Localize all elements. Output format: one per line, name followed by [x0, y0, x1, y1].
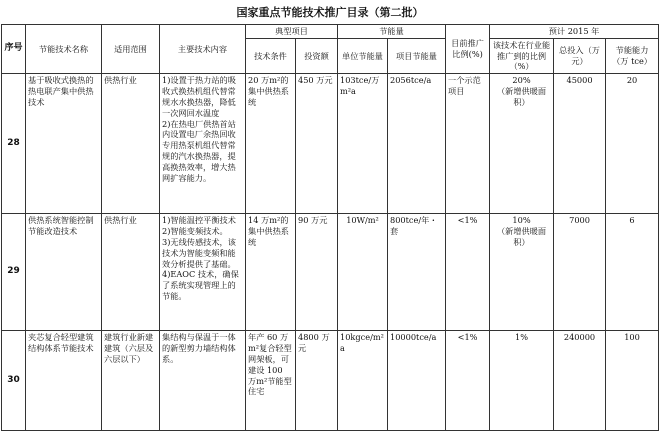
row-investment: 4800 万元 [296, 331, 338, 431]
row-current-ratio: <1% [446, 331, 490, 431]
row-industry-ratio: 1% [490, 331, 554, 431]
row-name: 基于吸收式换热的热电联产集中供热技术 [26, 74, 102, 214]
table-row [2, 214, 659, 331]
row-scope: 供热行业 [102, 214, 160, 331]
row-total-invest: 7000 [554, 214, 606, 331]
row-total-invest: 45000 [554, 74, 606, 214]
row-seq: 29 [2, 214, 26, 331]
header-content: 主要技术内容 [160, 25, 246, 74]
row-total-invest: 240000 [554, 331, 606, 431]
row-investment: 450 万元 [296, 74, 338, 214]
header-total-invest: 总投入（万元） [554, 38, 606, 73]
row-seq: 30 [2, 331, 26, 431]
row-seq: 28 [2, 74, 26, 214]
row-unit-savings: 10W/m² [338, 214, 388, 331]
row-content: 1)智能温控平衡技术 2)智能变频技术。 3)无线传感技术，该技术为智能变频和能效分析提供了基础。 4)EAOC 技术，确保了系统实现管理上的节能。 [160, 214, 246, 331]
row-current-ratio: <1% [446, 214, 490, 331]
row-project-savings: 10000tce/a [388, 331, 446, 431]
row-current-ratio: 一个示范项目 [446, 74, 490, 214]
header-investment: 投资额 [296, 38, 338, 73]
row-project-savings: 800tce/年・套 [388, 214, 446, 331]
row-unit-savings: 10kgce/m²a [338, 331, 388, 431]
table-row [2, 74, 659, 214]
header-tech-cond: 技术条件 [246, 38, 296, 73]
row-scope: 供热行业 [102, 74, 160, 214]
header-capacity: 节能能力（万 tce） [606, 38, 659, 73]
row-project-savings: 2056tce/a [388, 74, 446, 214]
row-industry-ratio: 10% （新增供暖面积） [490, 214, 554, 331]
row-content: 集结构与保温于一体的新型剪力墙结构体系。 [160, 331, 246, 431]
table-row [2, 331, 659, 431]
row-content: 1)设置于热力站的吸收式换热机组代替常规水水换热器，降低一次网回水温度 2)在热电厂供热首站内设置电厂余热回收专用热泵机组代替常规的汽水换热器，提高换热效率，增大热网扩容能力。 [160, 74, 246, 214]
header-seq: 序号 [2, 25, 26, 74]
page-title: 国家重点节能技术推广目录（第二批） [236, 6, 424, 19]
header-current-ratio: 目前推广比例(%) [446, 25, 490, 74]
row-scope: 建筑行业新建建筑（六层及六层以下） [102, 331, 160, 431]
row-tech-cond: 年产 60 万m²复合轻型网架板，可建设 100 万m²节能型住宅 [246, 331, 296, 431]
row-tech-cond: 20 万m²的集中供热系统 [246, 74, 296, 214]
header-scope: 适用范围 [102, 25, 160, 74]
header-unit-savings: 单位节能量 [338, 38, 388, 73]
header-savings: 节能量 [338, 25, 446, 39]
row-name: 供热系统智能控制节能改造技术 [26, 214, 102, 331]
technology-catalog-table [1, 24, 659, 431]
row-capacity: 100 [606, 331, 659, 431]
row-industry-ratio: 20% （新增供暖面积） [490, 74, 554, 214]
row-tech-cond: 14 万m²的集中供热系统 [246, 214, 296, 331]
header-forecast: 预计 2015 年 [490, 25, 659, 39]
header-project-savings: 项目节能量 [388, 38, 446, 73]
header-industry-ratio: 该技术在行业能推广到的比例（%） [490, 38, 554, 73]
row-investment: 90 万元 [296, 214, 338, 331]
header-name: 节能技术名称 [26, 25, 102, 74]
row-capacity: 6 [606, 214, 659, 331]
row-unit-savings: 103tce/万m²a [338, 74, 388, 214]
header-typical: 典型项目 [246, 25, 338, 39]
row-name: 夹芯复合轻型建筑结构体系节能技术 [26, 331, 102, 431]
row-capacity: 20 [606, 74, 659, 214]
